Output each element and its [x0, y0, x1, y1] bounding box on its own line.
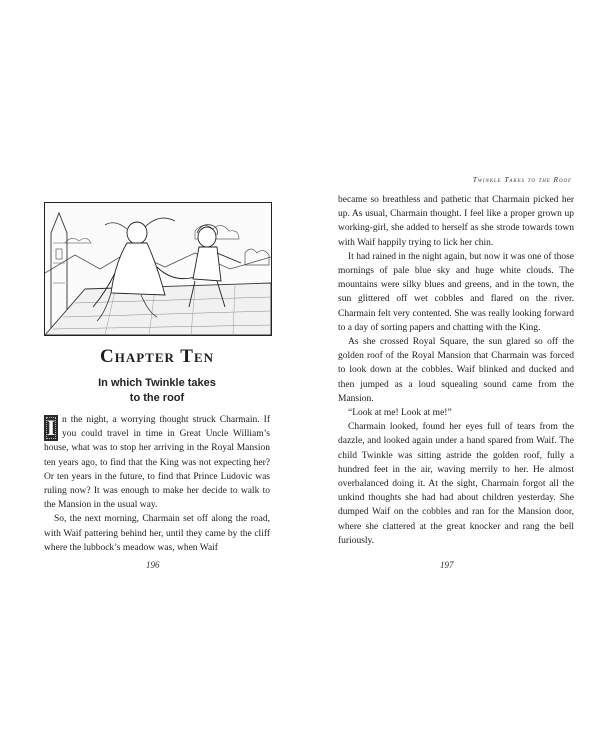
- right-body-text: [338, 193, 574, 548]
- chapter-subtitle: [44, 376, 270, 406]
- chapter-title: Chapter Ten: [99, 346, 215, 367]
- right-paragraph-4: “Look at me! Look at me!”: [348, 408, 452, 419]
- left-paragraph-1-text: n the night, a worrying thought struck Charmain. If you could travel in time in Great Uncle William’s house, what was to stop her arriving in the Royal Mansion ten years ago, to find that the King was not expecting her? Or ten years in the future, to find that Prince Ludovic was ruling now? It was enough to make her decide to walk to the Mansion in the usual way.: [44, 415, 270, 511]
- left-body-text: [44, 413, 270, 555]
- drop-cap: [44, 415, 58, 441]
- running-header: Twinkle Takes to the Roof: [472, 175, 572, 184]
- rooftop-sketch: [45, 203, 271, 335]
- drop-cap-letter: I: [46, 415, 56, 440]
- page-number-left: 196: [146, 560, 160, 570]
- right-paragraph-2: It had rained in the night again, but now it was one of those mornings of pale blue sky and huge white clouds. The mountains were silky blues and greens, and in the town, the sun glittered off wet cobbles and flared on the river. Charmain felt very contented. She was really looking forward to a day of sorting papers and chatting with the King.: [338, 251, 574, 333]
- page-number-right: 197: [440, 560, 454, 570]
- chapter-subtitle-line1: In which Twinkle takes: [98, 377, 216, 389]
- chapter-illustration: [44, 202, 272, 336]
- left-paragraph-1: [44, 413, 270, 512]
- chapter-subtitle-line2: to the roof: [129, 392, 185, 404]
- right-paragraph-1: became so breathless and pathetic that Charmain picked her up. As usual, Charmain thought. I feel like a proper grown up working-girl, she added to herself as she strode towards town with Waif happily trying to lick her chin.: [338, 195, 574, 248]
- right-paragraph-5: Charmain looked, found her eyes full of tears from the dazzle, and looked again under a hand spared from Waif. The child Twinkle was sitting astride the golden roof, fully a hundred feet in the air, waving merrily to her. He almost overbalanced doing it. At the sight, Charmain forgot all the unkind thoughts she had had about children yesterday. She dumped Waif on the cobbles and ran for the Mansion door, where she clattered at the great knocker and rang the bell furiously.: [338, 422, 574, 546]
- left-paragraph-2: So, the next morning, Charmain set off along the road, with Waif pattering behind her, until they came by the cliff where the lubbock’s meadow was, when Waif: [44, 514, 270, 553]
- right-paragraph-3: As she crossed Royal Square, the sun glared so off the golden roof of the Royal Mansion that Charmain was forced to look down at the cobbles. Waif blinked and ducked and then jumped as a loud squealing sound came from the Mansion.: [338, 337, 574, 404]
